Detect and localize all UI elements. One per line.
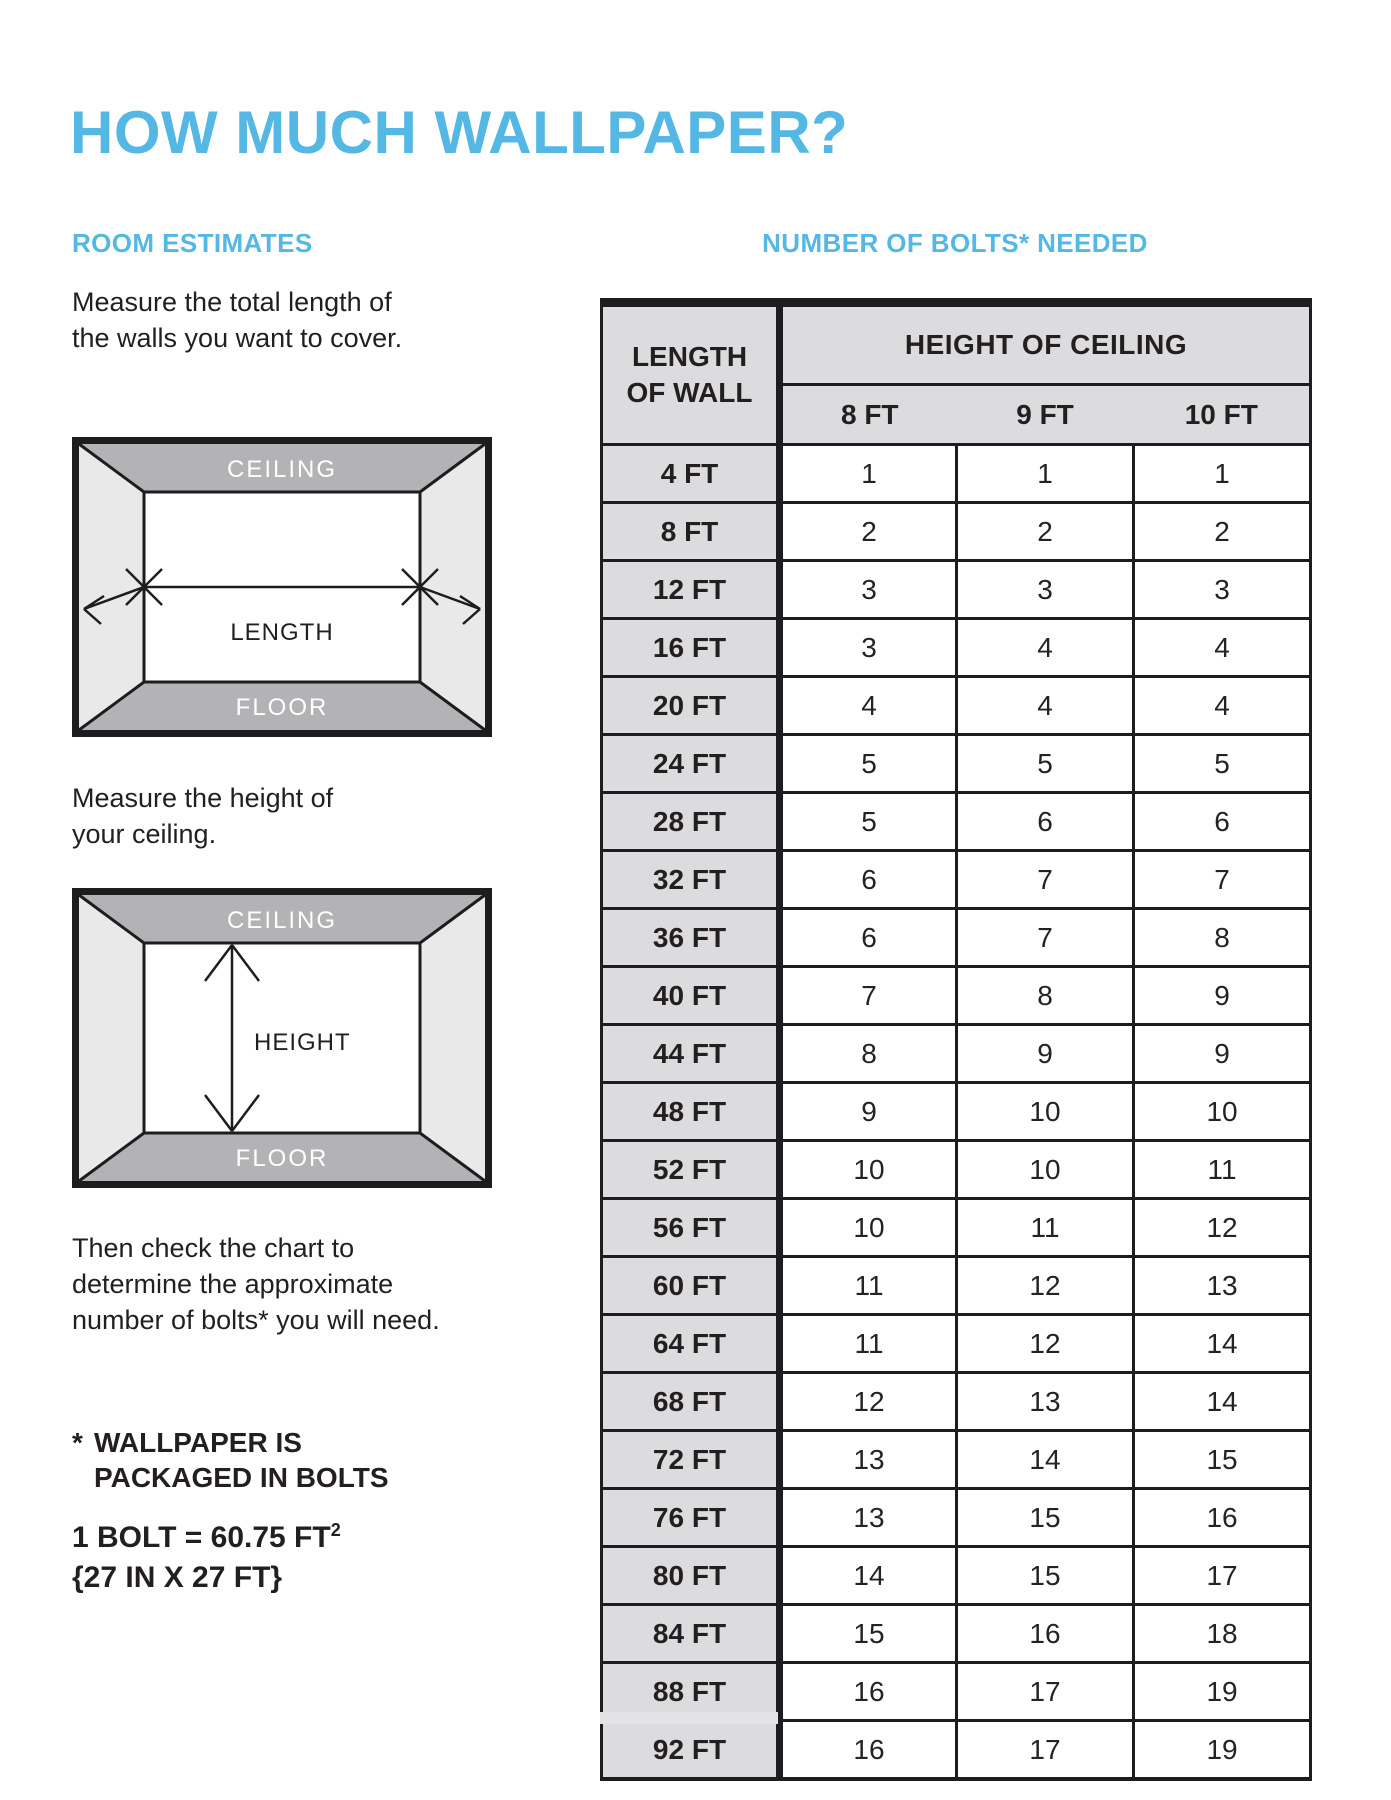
table-header-row bbox=[602, 303, 1311, 385]
wall-length-label: 64 FT bbox=[602, 1315, 780, 1373]
table-row bbox=[602, 1025, 1311, 1083]
bolt-count-cell: 6 bbox=[780, 851, 957, 909]
bolt-count-cell: 11 bbox=[780, 1315, 957, 1373]
table-row bbox=[602, 677, 1311, 735]
instruction-line: the walls you want to cover. bbox=[72, 323, 403, 353]
instruction-line: your ceiling. bbox=[72, 819, 217, 849]
instruction-measure-height bbox=[72, 780, 472, 852]
length-of-wall-header bbox=[602, 303, 780, 445]
wall-length-label: 24 FT bbox=[602, 735, 780, 793]
wall-length-label: 68 FT bbox=[602, 1373, 780, 1431]
bolt-count-cell: 19 bbox=[1134, 1663, 1311, 1721]
table-row bbox=[602, 1199, 1311, 1257]
wall-length-label: 8 FT bbox=[602, 503, 780, 561]
bolt-count-cell: 3 bbox=[957, 561, 1134, 619]
wall-length-label: 88 FT bbox=[602, 1663, 780, 1721]
bolt-count-cell: 5 bbox=[780, 793, 957, 851]
table-row bbox=[602, 909, 1311, 967]
bolt-count-cell: 9 bbox=[957, 1025, 1134, 1083]
bolt-count-cell: 10 bbox=[957, 1083, 1134, 1141]
bolt-count-cell: 5 bbox=[1134, 735, 1311, 793]
bolt-count-cell: 2 bbox=[780, 503, 957, 561]
right-wall bbox=[420, 895, 485, 1181]
instruction-line: Measure the height of bbox=[72, 783, 334, 813]
bolt-count-cell: 16 bbox=[957, 1605, 1134, 1663]
bolts-needed-heading: NUMBER OF BOLTS* NEEDED bbox=[762, 228, 1148, 258]
floor-label: FLOOR bbox=[235, 1145, 329, 1172]
bolts-footnote bbox=[72, 1425, 492, 1495]
bolt-count-cell: 17 bbox=[957, 1663, 1134, 1721]
bolt-count-cell: 11 bbox=[1134, 1141, 1311, 1199]
bolt-count-cell: 4 bbox=[957, 619, 1134, 677]
wall-length-label: 44 FT bbox=[602, 1025, 780, 1083]
table-row bbox=[602, 1431, 1311, 1489]
instruction-line: Measure the total length of bbox=[72, 287, 392, 317]
bolt-count-cell: 10 bbox=[780, 1199, 957, 1257]
bolt-count-cell: 1 bbox=[780, 445, 957, 503]
height-of-ceiling-header: HEIGHT OF CEILING bbox=[780, 303, 1311, 385]
wall-length-label: 56 FT bbox=[602, 1199, 780, 1257]
footnote-line: PACKAGED IN BOLTS bbox=[94, 1462, 389, 1493]
wall-length-label: 20 FT bbox=[602, 677, 780, 735]
left-wall bbox=[79, 895, 144, 1181]
wall-length-label: 76 FT bbox=[602, 1489, 780, 1547]
bolt-count-cell: 19 bbox=[1134, 1721, 1311, 1780]
room-estimates-heading: ROOM ESTIMATES bbox=[72, 228, 313, 258]
header-line: LENGTH bbox=[631, 341, 748, 372]
bolt-count-cell: 15 bbox=[780, 1605, 957, 1663]
ceiling-label: CEILING bbox=[226, 907, 338, 934]
table-row bbox=[602, 1489, 1311, 1547]
col-header-8ft: 8 FT bbox=[780, 385, 957, 445]
instruction-measure-length bbox=[72, 284, 472, 356]
asterisk: * bbox=[72, 1427, 83, 1458]
table-row bbox=[602, 561, 1311, 619]
page-title: HOW MUCH WALLPAPER? bbox=[70, 99, 849, 167]
bolt-count-cell: 7 bbox=[1134, 851, 1311, 909]
ceiling-label: CEILING bbox=[226, 456, 338, 483]
bolt-count-cell: 16 bbox=[1134, 1489, 1311, 1547]
table-row bbox=[602, 967, 1311, 1025]
bolt-count-cell: 9 bbox=[1134, 967, 1311, 1025]
bolt-count-cell: 7 bbox=[957, 851, 1134, 909]
table-row bbox=[602, 1721, 1311, 1780]
wall-length-label: 12 FT bbox=[602, 561, 780, 619]
instruction-check-chart bbox=[72, 1230, 492, 1338]
wall-length-label: 80 FT bbox=[602, 1547, 780, 1605]
bolt-count-cell: 17 bbox=[1134, 1547, 1311, 1605]
bolt-equation: 1 BOLT = 60.75 $FT^2$ bbox=[72, 1520, 341, 1554]
table-row bbox=[602, 1547, 1311, 1605]
col-header-10ft: 10 FT bbox=[1134, 385, 1311, 445]
bolt-count-cell: 14 bbox=[1134, 1315, 1311, 1373]
table-row bbox=[602, 1605, 1311, 1663]
wall-length-label: 16 FT bbox=[602, 619, 780, 677]
bolt-count-cell: 3 bbox=[780, 619, 957, 677]
footnote-line: WALLPAPER IS bbox=[94, 1427, 302, 1458]
bolt-count-cell: 4 bbox=[957, 677, 1134, 735]
wall-length-label: 72 FT bbox=[602, 1431, 780, 1489]
room-height-diagram bbox=[72, 888, 492, 1193]
left-wall bbox=[79, 444, 144, 730]
bolt-count-cell: 12 bbox=[780, 1373, 957, 1431]
bolt-count-cell: 14 bbox=[1134, 1373, 1311, 1431]
table-row bbox=[602, 1083, 1311, 1141]
bolt-count-cell: 15 bbox=[1134, 1431, 1311, 1489]
bolt-count-cell: 15 bbox=[957, 1489, 1134, 1547]
bolt-count-cell: 16 bbox=[780, 1663, 957, 1721]
bolt-count-cell: 13 bbox=[957, 1373, 1134, 1431]
bolt-count-cell: 14 bbox=[957, 1431, 1134, 1489]
bolt-count-cell: 7 bbox=[780, 967, 957, 1025]
wall-length-label: 92 FT bbox=[602, 1721, 780, 1780]
bolt-dimensions: {27 IN X 27 FT} bbox=[72, 1561, 283, 1594]
table-row bbox=[602, 445, 1311, 503]
bolt-count-cell: 10 bbox=[957, 1141, 1134, 1199]
bolt-count-cell: 4 bbox=[1134, 619, 1311, 677]
table-row bbox=[602, 1141, 1311, 1199]
bolt-count-cell: 10 bbox=[1134, 1083, 1311, 1141]
squared-superscript: 2 bbox=[330, 1520, 341, 1540]
header-line: OF WALL bbox=[626, 377, 753, 408]
bolt-count-cell: 17 bbox=[957, 1721, 1134, 1780]
bolt-count-cell: 1 bbox=[1134, 445, 1311, 503]
bolt-count-cell: 2 bbox=[1134, 503, 1311, 561]
bolt-count-cell: 12 bbox=[1134, 1199, 1311, 1257]
room-perspective-drawing bbox=[72, 888, 492, 1188]
table-row bbox=[602, 1315, 1311, 1373]
bolt-count-cell: 12 bbox=[957, 1257, 1134, 1315]
room-length-diagram bbox=[72, 437, 492, 742]
bolt-count-cell: 9 bbox=[780, 1083, 957, 1141]
height-label: HEIGHT bbox=[254, 1029, 351, 1056]
bolt-count-cell: 12 bbox=[957, 1315, 1134, 1373]
table-row bbox=[602, 851, 1311, 909]
wall-length-label: 40 FT bbox=[602, 967, 780, 1025]
bolt-count-cell: 6 bbox=[780, 909, 957, 967]
instruction-line: Then check the chart to bbox=[72, 1233, 355, 1263]
wall-length-label: 4 FT bbox=[602, 445, 780, 503]
bolt-count-cell: 3 bbox=[780, 561, 957, 619]
bolt-count-cell: 10 bbox=[780, 1141, 957, 1199]
bolt-count-cell: 11 bbox=[780, 1257, 957, 1315]
bolt-count-cell: 16 bbox=[780, 1721, 957, 1780]
room-perspective-drawing bbox=[72, 437, 492, 737]
wall-length-label: 28 FT bbox=[602, 793, 780, 851]
table-row bbox=[602, 793, 1311, 851]
wall-length-label: 36 FT bbox=[602, 909, 780, 967]
table-row bbox=[602, 1373, 1311, 1431]
bolt-count-cell: 7 bbox=[957, 909, 1134, 967]
bolt-count-cell: 1 bbox=[957, 445, 1134, 503]
bolt-count-cell: 13 bbox=[780, 1489, 957, 1547]
table-bottom-artifact bbox=[600, 1712, 778, 1724]
bolt-count-cell: 11 bbox=[957, 1199, 1134, 1257]
table-row bbox=[602, 503, 1311, 561]
bolt-count-cell: 13 bbox=[780, 1431, 957, 1489]
bolt-count-cell: 14 bbox=[780, 1547, 957, 1605]
bolts-table bbox=[600, 298, 1312, 1781]
bolt-count-cell: 3 bbox=[1134, 561, 1311, 619]
table-row bbox=[602, 619, 1311, 677]
wall-length-label: 60 FT bbox=[602, 1257, 780, 1315]
wall-length-label: 32 FT bbox=[602, 851, 780, 909]
bolt-count-cell: 5 bbox=[957, 735, 1134, 793]
instruction-line: determine the approximate bbox=[72, 1269, 394, 1299]
wall-length-label: 52 FT bbox=[602, 1141, 780, 1199]
bolt-count-cell: 2 bbox=[957, 503, 1134, 561]
bolt-count-cell: 9 bbox=[1134, 1025, 1311, 1083]
bolt-size-info bbox=[72, 1518, 492, 1598]
col-header-9ft: 9 FT bbox=[957, 385, 1134, 445]
floor-label: FLOOR bbox=[235, 694, 329, 721]
wall-length-label: 84 FT bbox=[602, 1605, 780, 1663]
bolt-count-cell: 15 bbox=[957, 1547, 1134, 1605]
bolt-count-cell: 18 bbox=[1134, 1605, 1311, 1663]
bolt-count-cell: 13 bbox=[1134, 1257, 1311, 1315]
length-label: LENGTH bbox=[230, 619, 334, 646]
bolt-count-cell: 6 bbox=[957, 793, 1134, 851]
bolt-count-cell: 5 bbox=[780, 735, 957, 793]
table-row bbox=[602, 735, 1311, 793]
table-row bbox=[602, 1257, 1311, 1315]
bolt-count-cell: 4 bbox=[780, 677, 957, 735]
bolt-count-cell: 8 bbox=[1134, 909, 1311, 967]
instruction-line: number of bolts* you will need. bbox=[72, 1305, 440, 1335]
bolt-count-cell: 8 bbox=[780, 1025, 957, 1083]
right-wall bbox=[420, 444, 485, 730]
bolt-count-cell: 4 bbox=[1134, 677, 1311, 735]
bolt-count-cell: 6 bbox=[1134, 793, 1311, 851]
bolt-table-body bbox=[602, 445, 1311, 1780]
bolt-count-cell: 8 bbox=[957, 967, 1134, 1025]
wall-length-label: 48 FT bbox=[602, 1083, 780, 1141]
